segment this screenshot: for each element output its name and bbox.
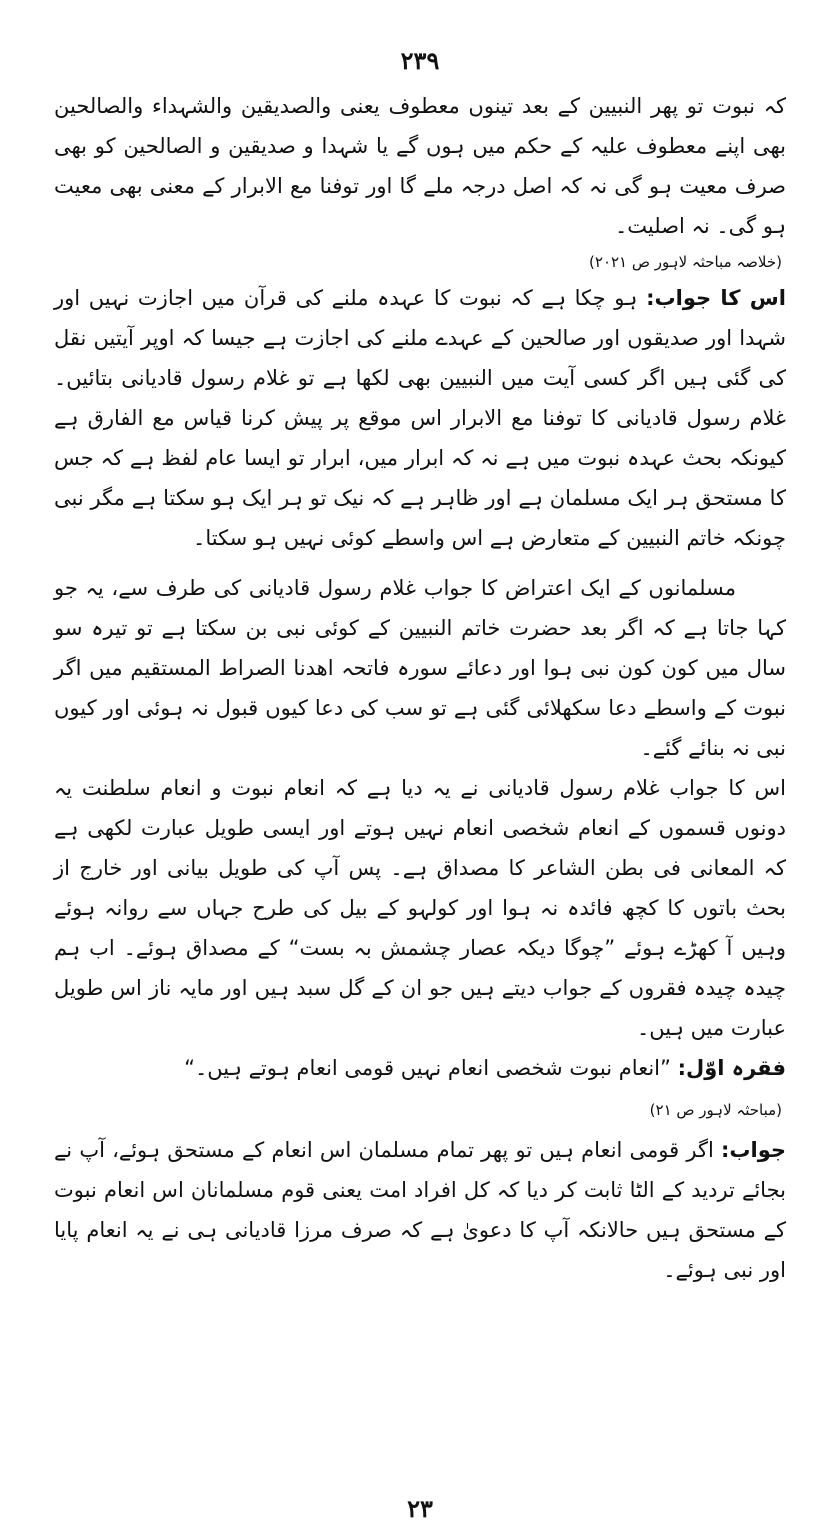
paragraph-answer-2 (54, 1130, 786, 1290)
paragraph-objection: مسلمانوں کے ایک اعتراض کا جواب غلام رسول قادیانی کی طرف سے، یہ جو کہا جاتا ہے کہ اگر بعد حضرت خاتم النبیین کے کوئی نبی بن سکتا ہے تو تیرہ سو سال میں کون کون نبی ہوا اور دعائے سورہ فاتحہ اهدنا الصراط المستقیم میں اگر نبوت کے واسطے دعا سکھلائی گئی ہے تو سب کی دعا کیوں قبول نہ ہوئی اور کیوں نبی نہ بنائے گئے۔ (54, 576, 786, 760)
answer-label: اس کا جواب: (646, 286, 786, 310)
paragraph-answer-1 (54, 278, 786, 558)
answer-2-text: اگر قومی انعام ہیں تو پھر تمام مسلمان اس انعام کے مستحق ہوئے، آپ نے بجائے تردید کے الٹا ثابت کر دیا کہ کل افراد امت یعنی قوم مسلمانان اس انعام نبوت کے مستحق ہیں حالانکہ آپ کا دعویٰ ہے کہ صرف مرزا قادیانی ہی نے یہ انعام پایا اور نبی ہوئے۔ (54, 1138, 786, 1282)
answer-text: ہو چکا ہے کہ نبوت کا عہدہ ملنے کی قرآن میں اجازت نہیں اور شہدا اور صدیقوں اور صالحین کے عہدے ملنے کی اجازت ہے جیسا کہ اوپر آیتیں نقل کی گئی ہیں اگر کسی آیت میں النبیین بھی لکھا ہے تو غلام رسول قادیانی بتائیں۔ غلام رسول قادیانی کا توفنا مع الابرار اس موقع پر پیش کرنا قیاس مع الفارق ہے کیونکہ بحث عہدہ نبوت میں ہے نہ کہ ابرار میں، ابرار تو ایسا عام لفظ ہے کہ جس کا مستحق ہر ایک مسلمان ہے اور ظاہر ہے کہ نیک تو ہر ایک ہو سکتا ہے مگر نبی چونکہ خاتم النبیین کے متعارض ہے اس واسطے کوئی نہیں ہو سکتا۔ (54, 286, 786, 550)
paragraph-reply: اس کا جواب غلام رسول قادیانی نے یہ دیا ہے کہ انعام نبوت و انعام سلطنت یہ دونوں قسموں کے انعام شخصی انعام نہیں ہوتے اور ایسی طویل عبارت لکھی ہے کہ المعانی فی بطن الشاعر کا مصداق ہے۔ پس آپ کی طویل بیانی اور خارج از بحث باتوں کا کچھ فائدہ نہ ہوا اور کولہو کے بیل کی طرح جہاں سے روانہ ہوئے وہیں آ کھڑے ہوئے ”چوگا دیکہ عصار چشمش بہ بست“ کے مصداق ہوئے۔ اب ہم چیدہ چیدہ فقروں کے جواب دیتے ہیں جو ان کے گل سبد ہیں اور مایہ ناز اس طویل عبارت میں ہیں۔ (54, 776, 786, 1040)
reference-mubahisa: (مباحثہ لاہور ص ۲۱) (649, 1101, 782, 1119)
first-phrase-text: ”انعام نبوت شخصی انعام نہیں قومی انعام ہوتے ہیں۔“ (184, 1056, 671, 1080)
reference-khulasa: (خلاصہ مباحثہ لاہور ص ۲۰۲۱) (589, 253, 782, 271)
answer-2-label: جواب: (721, 1138, 786, 1162)
first-phrase-label: فقرہ اوّل: (677, 1056, 786, 1080)
paragraph-intro: کہ نبوت تو پھر النبیین کے بعد تینوں معطوف یعنی والصدیقین والشہداء والصالحین بھی اپنے معطوف علیہ کے حکم میں ہوں گے یا شہدا و صدیقین و الصالحین کو بھی صرف معیت ہو گی نہ کہ اصل درجہ ملے گا اور توفنا مع الابرار کے معنی بھی معیت ہو گی۔ نہ اصلیت۔ (54, 94, 786, 238)
page-body (54, 86, 786, 1290)
paragraph-first-phrase (54, 1048, 786, 1088)
page-number-top: ۲۳۹ (400, 46, 440, 75)
page-number-bottom: ۲۳ (407, 1494, 433, 1523)
